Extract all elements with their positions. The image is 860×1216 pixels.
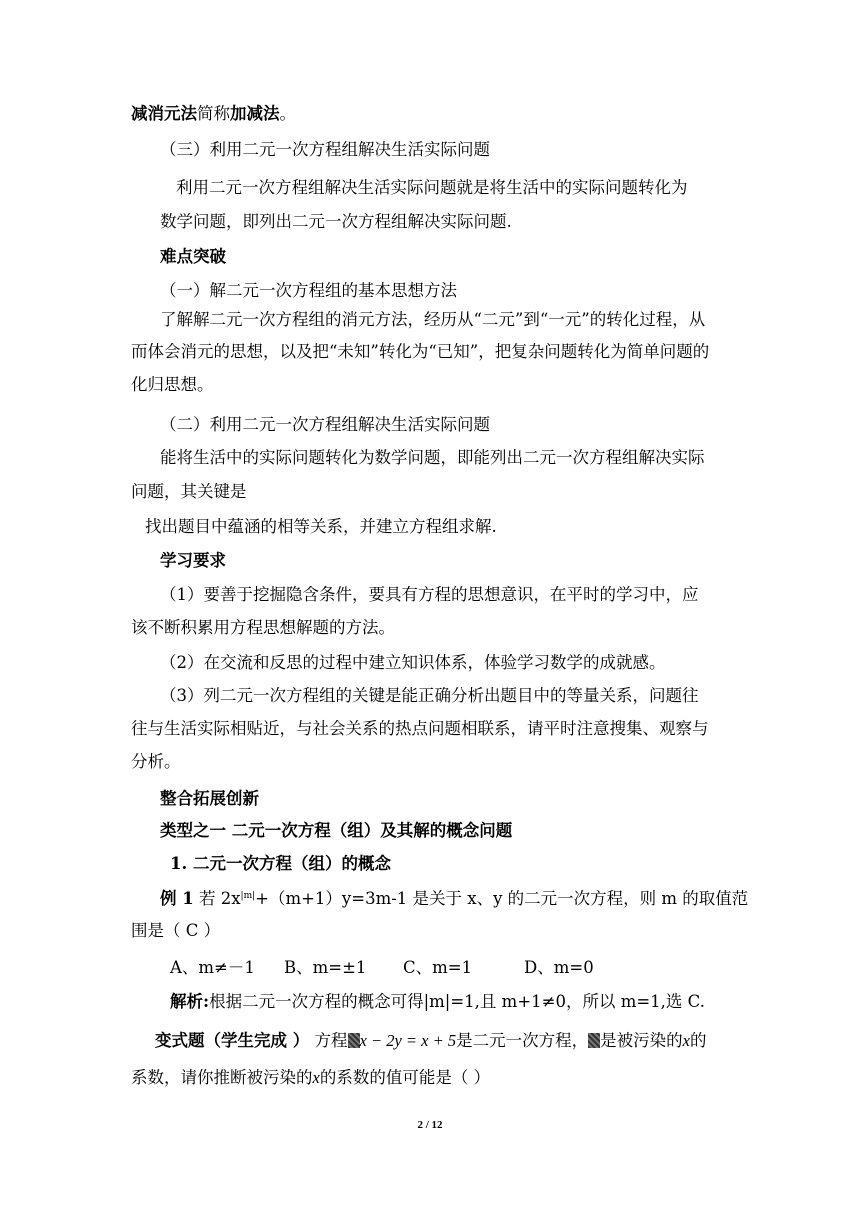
paragraph-line: （1）要善于挖掘隐含条件，要具有方程的思想意识，在平时的学习中，应 [160, 585, 699, 604]
example-line: 例 1 若 $2x^{|m|}+(m+1)y=3m-1$ 是关于 x、y 的二元一次方程，则 m 的取值范 [160, 889, 749, 908]
paragraph-line: 而体会消元的思想，以及把“未知”转化为“已知”，把复杂问题转化为简单问题的 [131, 342, 710, 361]
paragraph-line: 了解解二元一次方程组的消元方法，经历从“二元”到“一元”的转化过程，从 [160, 310, 706, 329]
text-line: 减消元法简称加减法。 [131, 104, 296, 123]
example-line: 围是（ C ） [131, 921, 221, 940]
bold-term: 加减法 [230, 104, 280, 123]
section-heading: 学习要求 [160, 551, 226, 570]
paragraph-line: 化归思想。 [131, 375, 214, 394]
section-heading: 整合拓展创新 [160, 789, 259, 808]
bold-term: 减消元法 [131, 104, 197, 123]
section-heading: （二）利用二元一次方程组解决生活实际问题 [160, 415, 490, 434]
paragraph-line: 找出题目中蕴涵的相等关系，并建立方程组求解. [145, 517, 497, 536]
paragraph-line: 问题，其关键是 [131, 482, 247, 501]
smudge-block [588, 1033, 600, 1048]
variant-line: 变式题（学生完成 ） 方程 x − 2y = x + 5是二元一次方程， 是被污染的x的 [155, 1031, 707, 1050]
paragraph-line: 数学问题，即列出二元一次方程组解决实际问题. [160, 212, 512, 231]
section-heading: 难点突破 [160, 247, 226, 266]
section-heading: 类型之一 二元一次方程（组）及其解的概念问题 [160, 821, 513, 840]
variant-line: 系数，请你推断被污染的x的系数的值可能是（ ） [131, 1068, 491, 1087]
smudge-block [348, 1033, 360, 1048]
paragraph-line: 往与生活实际相贴近，与社会关系的热点问题相联系，请平时注意搜集、观察与 [131, 719, 709, 738]
variant-label: 变式题（学生完成 ） [155, 1031, 310, 1050]
option-b: B、m=±1 [284, 958, 367, 977]
paragraph-line: 利用二元一次方程组解决生活实际问题就是将生活中的实际问题转化为 [176, 178, 688, 197]
solution-label: 解析: [170, 992, 210, 1011]
paragraph-line: 该不断积累用方程思想解题的方法。 [131, 618, 395, 637]
paragraph-line: 分析。 [131, 752, 181, 771]
paragraph-line: （3）列二元一次方程组的关键是能正确分析出题目中的等量关系，问题往 [160, 686, 699, 705]
solution-line: 解析:根据二元一次方程的概念可得|m|=1,且 m+1≠0，所以 m=1,选 C. [170, 992, 705, 1011]
paragraph-line: 能将生活中的实际问题转化为数学问题，即能列出二元一次方程组解决实际 [160, 448, 705, 467]
option-c: C、m=1 [403, 958, 473, 977]
section-heading: 1. 二元一次方程（组）的概念 [170, 854, 391, 873]
example-label: 例 1 [160, 889, 194, 908]
option-a: A、m≠－1 [170, 958, 255, 977]
paragraph-line: （2）在交流和反思的过程中建立知识体系，体验学习数学的成就感。 [160, 653, 666, 672]
page-number: 2 / 12 [417, 1119, 443, 1131]
section-heading: （三）利用二元一次方程组解决生活实际问题 [160, 140, 490, 159]
option-d: D、m=0 [524, 958, 594, 977]
section-heading: （一）解二元一次方程组的基本思想方法 [160, 281, 457, 300]
